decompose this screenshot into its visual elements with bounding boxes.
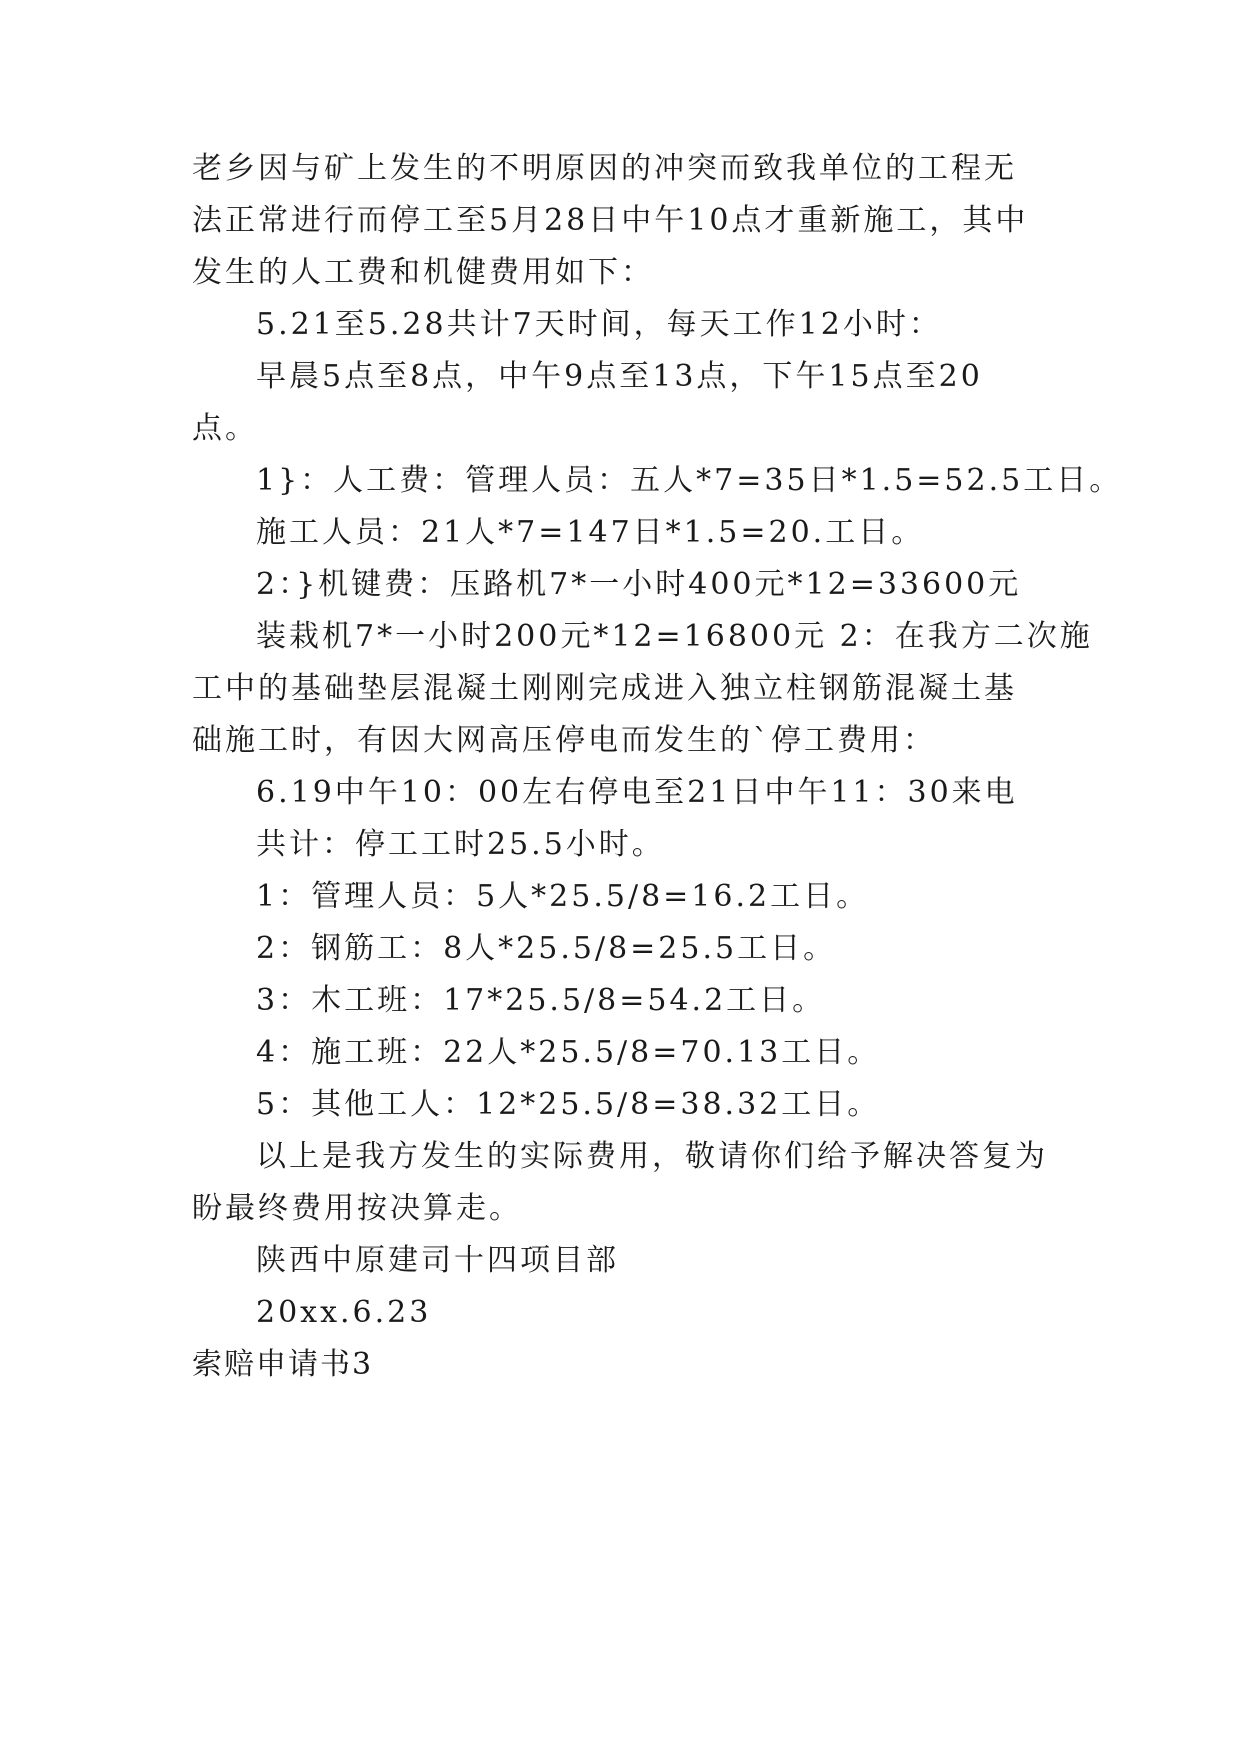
- paragraph-line: 4：施工班：22人*25.5/8=70.13工日。: [256, 1035, 881, 1070]
- paragraph-line: 装栽机7*一小时200元*12=16800元 2：在我方二次施: [256, 619, 1093, 654]
- signature-date: 20xx.6.23: [256, 1295, 432, 1330]
- paragraph-line: 以上是我方发生的实际费用，敬请你们给予解决答复为: [256, 1139, 1048, 1174]
- paragraph-line: 5.21至5.28共计7天时间，每天工作12小时：: [256, 307, 942, 342]
- paragraph-line: 盼最终费用按决算走。: [192, 1191, 522, 1226]
- paragraph-line: 工中的基础垫层混凝土刚刚完成进入独立柱钢筋混凝土基: [192, 671, 1017, 706]
- paragraph-line: 5：其他工人：12*25.5/8=38.32工日。: [256, 1087, 881, 1122]
- paragraph-line: 老乡因与矿上发生的不明原因的冲突而致我单位的工程无: [192, 151, 1017, 186]
- paragraph-line: 础施工时，有因大网高压停电而发生的`停工费用：: [192, 723, 936, 758]
- paragraph-line: 法正常进行而停工至5月28日中午10点才重新施工，其中: [192, 203, 1029, 238]
- paragraph-line: 1}：人工费：管理人员：五人*7=35日*1.5=52.5工日。: [256, 463, 1123, 498]
- paragraph-line: 2：钢筋工：8人*25.5/8=25.5工日。: [256, 931, 837, 966]
- paragraph-line: 施工人员：21人*7=147日*1.5=20.工日。: [256, 515, 925, 550]
- paragraph-line: 发生的人工费和机健费用如下：: [192, 255, 654, 290]
- paragraph-line: 2：}机键费：压路机7*一小时400元*12=33600元: [256, 567, 1022, 602]
- paragraph-line: 早晨5点至8点，中午9点至13点，下午15点至20: [256, 359, 983, 394]
- section-heading: 索赔申请书3: [192, 1347, 374, 1382]
- paragraph-line: 点。: [192, 411, 258, 446]
- paragraph-line: 6.19中午10：00左右停电至21日中午11：30来电: [256, 775, 1018, 810]
- paragraph-line: 1：管理人员：5人*25.5/8=16.2工日。: [256, 879, 870, 914]
- paragraph-line: 3：木工班：17*25.5/8=54.2工日。: [256, 983, 826, 1018]
- signature-organization: 陕西中原建司十四项目部: [256, 1243, 619, 1278]
- paragraph-line: 共计：停工工时25.5小时。: [256, 827, 665, 862]
